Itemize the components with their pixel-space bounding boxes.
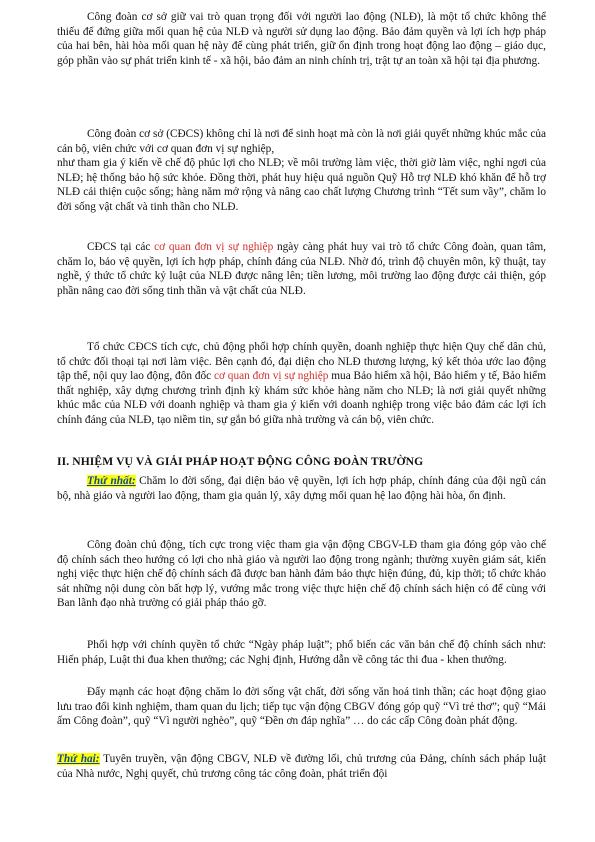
paragraph-first-task: [57, 474, 546, 503]
section-heading: II. NHIỆM VỤ VÀ GIẢI PHÁP HOẠT ĐỘNG CÔNG ĐOÀN TRƯỜNG: [57, 455, 424, 468]
paragraph-3-text-end: ngày càng phát huy vai trò tổ chức Công đoàn, quan tâm, chăm lo, bảo vệ quyền, lợi ích hợp pháp, chính đáng của NLĐ. Nhờ đó, trình độ chuyên môn, kỹ thuật, tay nghề, ý thức tổ chức kỷ luật của NLĐ được nâng lên; tiền lương, môi trường lao động được cải thiện, góp phần nâng cao đời sống tinh thần và vật chất của NLĐ.: [57, 241, 546, 297]
second-task-text: Tuyên truyền, vận động CBGV, NLĐ về đường lối, chủ trương của Đảng, chính sách pháp luật của Nhà nước, Nghị quyết, chủ trương công tác công đoàn, phát triển đội: [57, 753, 547, 780]
paragraph-1-text: Công đoàn cơ sở giữ vai trò quan trọng đối với người lao động (NLĐ), là một tổ chức không thể thiếu để đứng giữa mối quan hệ của NLĐ và người sử dụng lao động. Bảo đảm quyền và lợi ích hợp pháp của hai bên, hài hòa mối quan hệ này để cùng phát triển, giữ ổn định trong hoạt động lao động – giáo dục, góp phần vào sự phát triển kinh tế - xã hội, bảo đảm an ninh chính trị, trật tự an toàn xã hội tại địa phương.: [57, 11, 546, 67]
paragraph-7: [57, 638, 546, 667]
paragraph-1: [57, 10, 546, 68]
highlighted-phrase: cơ quan đơn vị sự nghiệp: [213, 370, 329, 383]
paragraph-7-text: Phối hợp với chính quyền tổ chức “Ngày pháp luật”; phổ biến các văn bản chế độ chính sách như: Hiến pháp, Luật thi đua khen thưởng; các Nghị định, Hướng dẫn về công tác thi đua - khen thưởng.: [57, 639, 546, 666]
paragraph-4-text-end: mua Bảo hiểm xã hội, Bảo hiểm y tế, Bảo hiểm thất nghiệp, xây dựng chương trình định kỳ khám sức khỏe hàng năm cho NLĐ; là nơi giải quyết những khúc mắc của NLĐ với doanh nghiệp và tham gia ý kiến với doanh nghiệp trong việc bảo đảm các lợi ích chính đáng của NLĐ, tạo niềm tin, sự gắn bó giữa nhà trường và cán bộ, viên chức.: [57, 370, 546, 426]
paragraph-6: [57, 538, 546, 611]
highlighted-phrase: cơ quan đơn vị sự nghiệp: [154, 241, 274, 253]
paragraph-8: [57, 685, 546, 729]
paragraph-2b-text: như tham gia ý kiến về chế độ phúc lợi cho NLĐ; về môi trường làm việc, thời giờ làm việc, nghỉ ngơi của NLĐ; hệ thống bảo hộ sức khỏe. Đồng thời, phát huy hiệu quả nguồn Quỹ Hỗ trợ NLĐ khó khăn để hỗ trợ NLĐ cải thiện cuộc sống; hàng năm mở rộng và nâng cao chất lượng Chương trình “Tết sum vầy”, chăm lo đời sống vật chất và tinh thần cho NLĐ.: [57, 157, 546, 213]
paragraph-3: [57, 240, 546, 298]
first-task-text: Chăm lo đời sống, đại diện bảo vệ quyền, lợi ích hợp pháp, chính đáng của đội ngũ cán bộ, nhà giáo và người lao động, tham gia quản lý, xây dựng mối quan hệ lao động hài hòa, ổn định.: [57, 475, 547, 502]
paragraph-3-text-start: CĐCS tại các: [87, 241, 155, 253]
paragraph-2a-text: Công đoàn cơ sở (CĐCS) không chỉ là nơi để sinh hoạt mà còn là nơi giải quyết những khúc mắc của cán bộ, viên chức với cơ quan đơn vị sự nghiệp,: [57, 128, 546, 155]
second-task-label: Thứ hai:: [57, 753, 100, 765]
paragraph-second-task: [57, 752, 546, 781]
paragraph-4-text-start: Tổ chức CĐCS tích cực, chủ động phối hợp chính quyền, doanh nghiệp thực hiện Quy chế dân chủ, tổ chức đối thoại tại nơi làm việc. Bên cạnh đó, đại diện cho NLĐ thương lượng, ký kết thỏa ước lao động tập thể, nội quy lao động, đôn đốc: [57, 341, 546, 383]
paragraph-4: [57, 340, 546, 428]
paragraph-6-text: Công đoàn chủ động, tích cực trong việc tham gia vận động CBGV-LĐ tham gia đóng góp vào chế độ chính sách theo hướng có lợi cho nhà giáo và người lao động trong ngành; thường xuyên giám sát, kiến nghị việc thực hiện chế độ chính sách đã được ban hành đảm bảo thực hiện đúng, đủ, kịp thời; tổ chức khảo sát những nội dung còn bất hợp lý, vướng mắc trong việc thực hiện chế độ chính sách hiện có để cùng với Ban lãnh đạo nhà trường có giải pháp tháo gỡ.: [57, 539, 546, 610]
paragraph-2a: [57, 127, 546, 156]
first-task-label: Thứ nhất:: [87, 475, 136, 487]
paragraph-2b: [57, 156, 546, 214]
paragraph-8-text: Đẩy mạnh các hoạt động chăm lo đời sống vật chất, đời sống văn hoá tinh thần; các hoạt động giao lưu trao đổi kinh nghiệm, tham quan du lịch; tiếp tục vận động CBGV đóng góp quỹ “Vì trẻ thơ”; quỹ “Mái ấm Công đoàn”, quỹ “Vì người nghèo”, quỹ “Đền ơn đáp nghĩa” … do các cấp Công đoàn phát động.: [57, 686, 546, 728]
